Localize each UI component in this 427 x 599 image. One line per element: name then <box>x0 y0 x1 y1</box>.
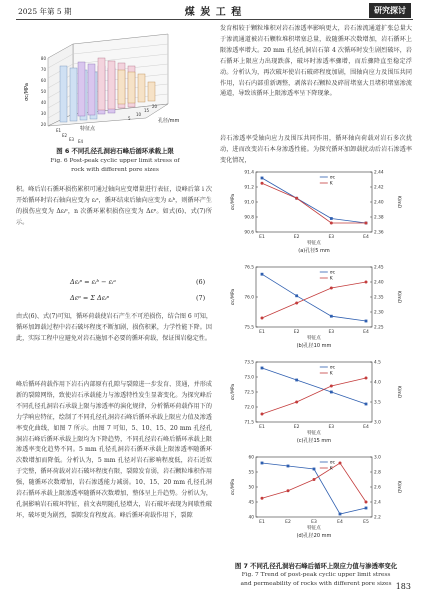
legend-label: K <box>329 466 333 472</box>
x-tick-label: E2 <box>293 330 300 335</box>
left-tick-label: 71.5 <box>244 420 254 426</box>
left-axis-label: σc/MPa <box>231 383 236 401</box>
fig6-z-tick: 60 <box>40 78 46 83</box>
right-tick-label: 4.5 <box>374 360 381 366</box>
fig6-z-tick: 80 <box>40 56 46 61</box>
permeability-point <box>261 497 264 500</box>
left-tick-label: 72.5 <box>244 390 254 396</box>
left-tick-label: 60 <box>248 455 254 461</box>
fig6-x-label: 特征点 <box>80 126 96 132</box>
right-paragraph-2: 岩石渗透率受轴向应力及围压共同作用，循环轴向荷载对岩石多次扰动，进而改变岩石本身渗透性能。为探究循环加卸载扰动后岩石渗透率变化情况， <box>220 135 412 164</box>
right-tick-label: 3.0 <box>374 455 381 461</box>
permeability-point <box>295 197 298 200</box>
x-tick-label: E5 <box>363 520 369 525</box>
left-tick-label: 75.5 <box>244 325 254 331</box>
fig6-z-tick: 20 <box>40 122 46 127</box>
stress-point <box>295 294 298 297</box>
left-tick-label: 91.2 <box>244 185 254 191</box>
right-axis-label: K/mD <box>396 290 401 304</box>
left-tick-label: 76.0 <box>244 295 254 301</box>
equation-6: Δεᵢᵖ = εᵢᵇ − εᵢᵃ <box>70 278 116 286</box>
equation-7-number: (7) <box>196 294 206 302</box>
right-tick-label: 2.42 <box>374 185 384 191</box>
right-tick-label: 2.35 <box>374 295 384 301</box>
right-tick-label: 2.4 <box>374 500 381 506</box>
x-axis-label: 特征点 <box>307 336 321 341</box>
x-tick-label: E3 <box>311 520 317 525</box>
stress-point <box>365 320 368 323</box>
stress-point <box>313 468 316 471</box>
right-axis-label: K/mD <box>396 195 401 209</box>
legend-label: σc <box>329 365 336 371</box>
left-paragraph-2: 由式(6)、式(7)可知，循环荷载使岩石产生不可逆损伤，结合图 6 可知，循环加卸载过程中岩石破坏程度不断加剧，损伤积累，力学性能下降。因此，实际工程中应避免对岩石施加不必要的循环荷载，保证围岩稳定性。 <box>16 313 212 342</box>
left-axis-label: σc/MPa <box>231 193 236 211</box>
figure7-panel-d <box>226 451 406 545</box>
permeability-point <box>365 281 368 284</box>
series-line-permeability <box>262 378 366 414</box>
equation-7: Δεᵖ = Σ Δεᵢᵖ <box>70 294 110 302</box>
figure7 <box>226 166 406 556</box>
figure6-caption-en-1: Fig. 6 Post-peak cyclic upper limit stress of <box>50 158 180 164</box>
x-tick-label: E4 <box>363 425 369 430</box>
figure6-caption-en-2: rock with different pore sizes <box>71 167 159 173</box>
stress-point <box>330 217 333 220</box>
right-tick-label: 2.6 <box>374 485 381 491</box>
x-tick-label: E1 <box>259 235 265 240</box>
panel-caption: (b)孔径10 mm <box>296 343 332 349</box>
stress-point <box>261 367 264 370</box>
x-tick-label: E2 <box>285 520 291 525</box>
left-tick-label: 76.5 <box>244 265 254 271</box>
right-tick-label: 2.2 <box>374 515 381 521</box>
x-tick-label: E4 <box>337 520 343 525</box>
panel-caption: (c)孔径15 mm <box>296 438 332 444</box>
left-axis-label: σc/MPa <box>231 478 236 496</box>
x-tick-label: E3 <box>328 425 335 430</box>
x-axis-label: 特征点 <box>307 241 321 246</box>
right-tick-label: 2.8 <box>374 470 381 476</box>
stress-point <box>295 379 298 382</box>
x-tick-label: E2 <box>293 425 300 430</box>
legend-label: σc <box>329 175 336 181</box>
panel-caption: (d)孔径20 mm <box>296 533 332 539</box>
permeability-point <box>365 501 368 504</box>
stress-point <box>261 177 264 180</box>
plot-frame <box>256 457 372 517</box>
legend-label: K <box>329 276 333 282</box>
fig6-z-tick: 70 <box>40 67 46 72</box>
x-tick-label: E4 <box>363 235 369 240</box>
permeability-point <box>330 385 333 388</box>
legend-label: K <box>329 371 333 377</box>
left-tick-label: 72.0 <box>244 405 254 411</box>
x-axis-label: 特征点 <box>307 431 321 436</box>
figure7-panel-c <box>226 356 406 450</box>
fig6-z-tick: 30 <box>40 111 46 116</box>
left-tick-label: 55 <box>248 470 254 476</box>
stress-point <box>287 465 290 468</box>
fig6-z-ticks <box>41 56 47 127</box>
plot-frame <box>256 362 372 422</box>
permeability-point <box>295 302 298 305</box>
fig6-y-tick: 15 <box>144 108 150 113</box>
figure7-panel-a <box>226 166 406 260</box>
figure7-caption-cn: 图 7 不同孔径孔洞岩石峰后循环上限应力值与渗透率变化 <box>234 562 398 570</box>
series-line-permeability <box>262 183 366 223</box>
stress-point <box>365 507 368 510</box>
left-tick-label: 91.4 <box>244 170 254 176</box>
legend-label: σc <box>329 270 336 276</box>
stress-point <box>261 273 264 276</box>
stress-point <box>330 391 333 394</box>
right-tick-label: 2.40 <box>374 200 384 206</box>
right-axis-label: K/mD <box>396 480 401 494</box>
permeability-point <box>365 222 368 225</box>
fig6-y-tick: 20 <box>152 104 158 109</box>
right-tick-label: 2.36 <box>374 230 384 236</box>
figure7-panel-b <box>226 261 406 355</box>
left-tick-label: 40 <box>248 515 254 521</box>
x-tick-label: E2 <box>293 235 300 240</box>
left-tick-label: 90.8 <box>244 215 254 221</box>
left-paragraph-3: 峰后循环荷载作用下岩石内部原有孔隙与裂隙进一步发育、贯通，并形成新的裂隙网络，致使岩石承载能力与渗透特性发生显著变化。为探究峰后不同孔径孔洞岩石承载上限与渗透率的演化规律，分析循环荷载作用下的力学响应特征，绘制了不同孔径孔洞岩石峰后循环承载上限应力值及渗透率变化曲线，如图 7 所示。由图 7 可知，5、10、15、20 mm 孔径孔洞岩石峰后循环承载上限均为下降趋势，不同孔径岩石峰后循环承载上限渗透率变化趋势不同。5 mm 孔径孔洞岩石循环承载上限渗透率随循环次数增加而降低。分析认为，5 mm 孔径对岩石影响程度低，岩石近似于完整，循环荷载对岩石破坏程度有限，裂隙发育弱，岩石颗粒堆积作用强，随循环次数增加，岩石渗透能力减弱。10、15、20 mm 孔径孔洞岩石循环承载上限渗透率随循环次数增加，整体呈上升趋势。分析认为，孔洞影响岩石破坏特征，前文表明随孔径增大，岩石破坏表现为间歇性破坏，破坏更为剧烈，裂隙发育程度高。峰后循环荷载作用下，裂隙 <box>16 381 212 519</box>
right-tick-label: 2.45 <box>374 265 384 271</box>
x-tick-label: E3 <box>328 235 335 240</box>
journal-title: 煤 炭 工 程 <box>184 7 243 18</box>
fig6-z-label: σc/MPa <box>24 83 30 101</box>
permeability-point <box>313 478 316 481</box>
issue-label: 2025 年第 5 期 <box>18 7 72 16</box>
stress-point <box>261 462 264 465</box>
fig6-x-tick: E4 <box>78 139 84 144</box>
header-rule <box>16 19 413 20</box>
fig6-z-tick: 40 <box>40 100 46 105</box>
stress-point <box>330 315 333 318</box>
x-tick-label: E3 <box>328 330 335 335</box>
permeability-point <box>330 222 333 225</box>
x-tick-label: E1 <box>259 520 265 525</box>
figure6-3d-chart <box>18 26 208 144</box>
left-axis-label: σc/MPa <box>231 288 236 306</box>
fig6-y-tick: 5 <box>128 116 131 121</box>
section-badge: 研究探讨 <box>369 3 411 18</box>
permeability-point <box>295 401 298 404</box>
stress-point <box>365 403 368 406</box>
left-paragraph-1: 积。峰后岩石循环损伤累积可通过轴向应变增量进行表征，设峰后第 i 次开始循环时岩石轴向应变为 εᵢᵃ，循环结束后轴向应变为 εᵢᵇ，则循环产生的损伤应变为 Δεᵢᵖ，n 次循环累积损伤应变为 Δεᵖ。如式(6)、式(7)所示。 <box>16 186 212 226</box>
equation-6-number: (6) <box>196 278 206 286</box>
right-tick-label: 2.38 <box>374 215 384 221</box>
fig6-y-tick: 10 <box>136 112 142 117</box>
right-tick-label: 3.5 <box>374 400 381 406</box>
left-tick-label: 90.6 <box>244 230 254 236</box>
fig6-x-tick: E2 <box>62 133 68 138</box>
series-line-stress <box>262 460 366 514</box>
figure6-caption-cn: 图 6 不同孔径孔洞岩石峰后循环承载上限 <box>56 147 174 155</box>
fig6-x-tick: E3 <box>69 137 75 142</box>
panel-caption: (a)孔径5 mm <box>298 248 330 254</box>
permeability-point <box>365 377 368 380</box>
left-tick-label: 73.0 <box>244 375 254 381</box>
permeability-point <box>330 287 333 290</box>
series-line-stress <box>262 175 366 223</box>
series-line-permeability <box>262 282 366 318</box>
legend-label: K <box>329 181 333 187</box>
stress-point <box>339 513 342 516</box>
right-tick-label: 2.30 <box>374 310 384 316</box>
permeability-point <box>261 182 264 185</box>
right-tick-label: 3.0 <box>374 420 381 426</box>
right-tick-label: 2.25 <box>374 325 384 331</box>
figure7-caption-en-2: and permeability of rocks with different pore sizes <box>240 581 392 587</box>
right-axis-label: K/mD <box>396 385 401 399</box>
plot-frame <box>256 267 372 327</box>
figure7-caption-en-1: Fig. 7 Trend of post-peak cyclic upper limit stress <box>241 572 391 578</box>
fig6-z-tick: 50 <box>40 89 46 94</box>
permeability-point <box>261 413 264 416</box>
right-tick-label: 2.40 <box>374 280 384 286</box>
series-line-stress <box>262 365 366 404</box>
right-tick-label: 2.44 <box>374 170 384 176</box>
x-tick-label: E4 <box>363 330 369 335</box>
x-tick-label: E1 <box>259 330 265 335</box>
permeability-point <box>339 462 342 465</box>
fig6-x-tick: E1 <box>56 128 62 133</box>
fig6-y-label: 孔径/mm <box>158 118 180 124</box>
right-tick-label: 4.0 <box>374 380 381 386</box>
permeability-point <box>287 489 290 492</box>
permeability-point <box>261 317 264 320</box>
x-tick-label: E1 <box>259 425 265 430</box>
x-axis-label: 特征点 <box>307 526 321 531</box>
right-paragraph-1: 发育相较于颗粒堆积对岩石渗透率影响更大，岩石渗流通道扩张总量大于渗流通道被岩石颗粒堆积堵塞总量，故随循环次数增加，岩石循环上限渗透率增大。20 mm 孔径孔洞岩石第 4 次循环时发生剧烈破坏，岩石循环上限应力出现跌落，破坏时渗透率骤增，而后骤降直至稳定浮动。分析认为，再次破坏使岩石破碎程度加剧，围轴向应力及围压共同作用，岩石内部重新调整，剥落岩石颗粒及碎屑堵塞大且堵积堵塞渗流通道，导致该循环上限渗透率呈下降现象。 <box>220 25 412 98</box>
left-tick-label: 50 <box>248 485 254 491</box>
left-tick-label: 45 <box>248 500 254 506</box>
series-line-stress <box>262 274 366 321</box>
left-tick-label: 91.0 <box>244 200 254 206</box>
left-tick-label: 73.5 <box>244 360 254 366</box>
legend-label: σc <box>329 460 336 466</box>
page-number: 183 <box>395 582 411 591</box>
